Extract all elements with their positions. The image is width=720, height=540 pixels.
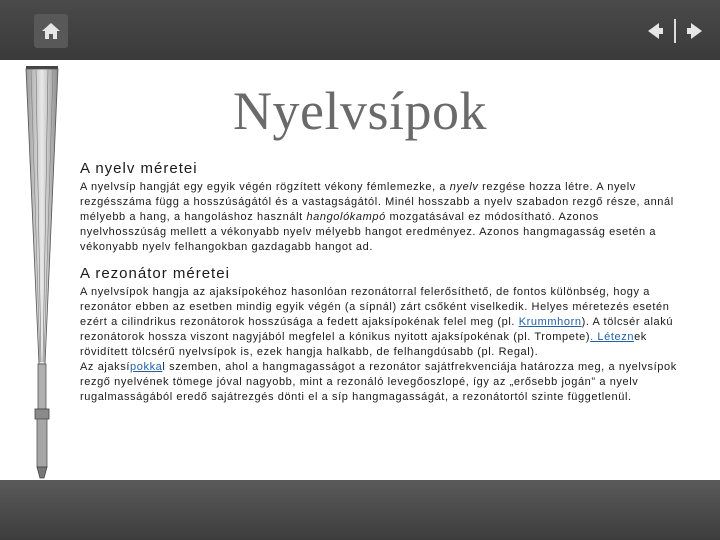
slide-content — [80, 160, 680, 405]
link-krummhorn[interactable]: Krummhorn — [518, 316, 582, 328]
link-pokka[interactable]: pokka — [130, 361, 163, 373]
prev-slide-button[interactable] — [644, 18, 666, 44]
home-button[interactable] — [34, 14, 68, 48]
resonator-paragraph: A nyelvsípok hangja az ajaksípokéhoz hasonlóan rezonátorral felerősíthető, de fontos különbség, hogy a rezonátor ebben az esetben mindig egyik végén (a sípnál) zárt csőként viselkedik. Helyes méretezés esetén ezért a cilindrikus rezonátorok hosszúsága a fedett ajaksípokénak felel meg (pl. Krummhorn). A tölcsér alakú rezonátorok hossza viszont nagyjából megfelel a kónikus nyitott ajaksípokénak (pl. Trompete). Léteznek rövidített tölcsérű nyelvsípok is, ezek hangja halkabb, de felhangdúsabb (pl. Regal). — [80, 286, 674, 358]
nav-separator — [674, 19, 676, 43]
reed-size-paragraph: A nyelvsíp hangját egy egyik végén rögzített vékony fémlemezke, a nyelv rezgése hozza létre. A nyelv rezgésszáma függ a hosszúságától és a vastagságától. Minél hosszabb a nyelv szabadon rezgő része, annál mélyebb a hang, a hangoláshoz használt hangolókampó mozgatásával ez módosítható. Azonos nyelvhosszúság mellett a vékonyabb nyelv mélyebb hangot eredményez. Azonos hangmagasság esetén a vékonyabb nyelv felhangokban gazdagabb hangot ad. — [80, 181, 674, 253]
home-icon — [40, 20, 62, 42]
next-slide-button[interactable] — [684, 18, 706, 44]
slide-canvas — [0, 60, 720, 480]
link-letezn[interactable]: . Létezn — [590, 331, 635, 343]
arrow-right-icon — [685, 20, 705, 42]
section-heading-resonator-size: A rezonátor méretei — [80, 265, 230, 282]
slide-navigation — [644, 14, 706, 48]
slide-title: Nyelvsípok — [233, 81, 487, 141]
resonator-paragraph-2: Az ajaksípokkal szemben, ahol a hangmagasságot a rezonátor sajátfrekvenciája határozza meg, a nyelvsípok rezgő nyelvének tömege jóval nagyobb, mint a rezonáló levegőoszlopé, így az „erősebb jogán” a nyelv rugalmasságából eredő sajátrezgés dönti el a síp hangmagasságát, a rezonátortól szinte függetlenül. — [80, 361, 677, 403]
section-heading-reed-size: A nyelv méretei — [80, 160, 198, 177]
bottom-bar — [0, 480, 720, 540]
top-bar — [0, 0, 720, 60]
arrow-left-icon — [645, 20, 665, 42]
